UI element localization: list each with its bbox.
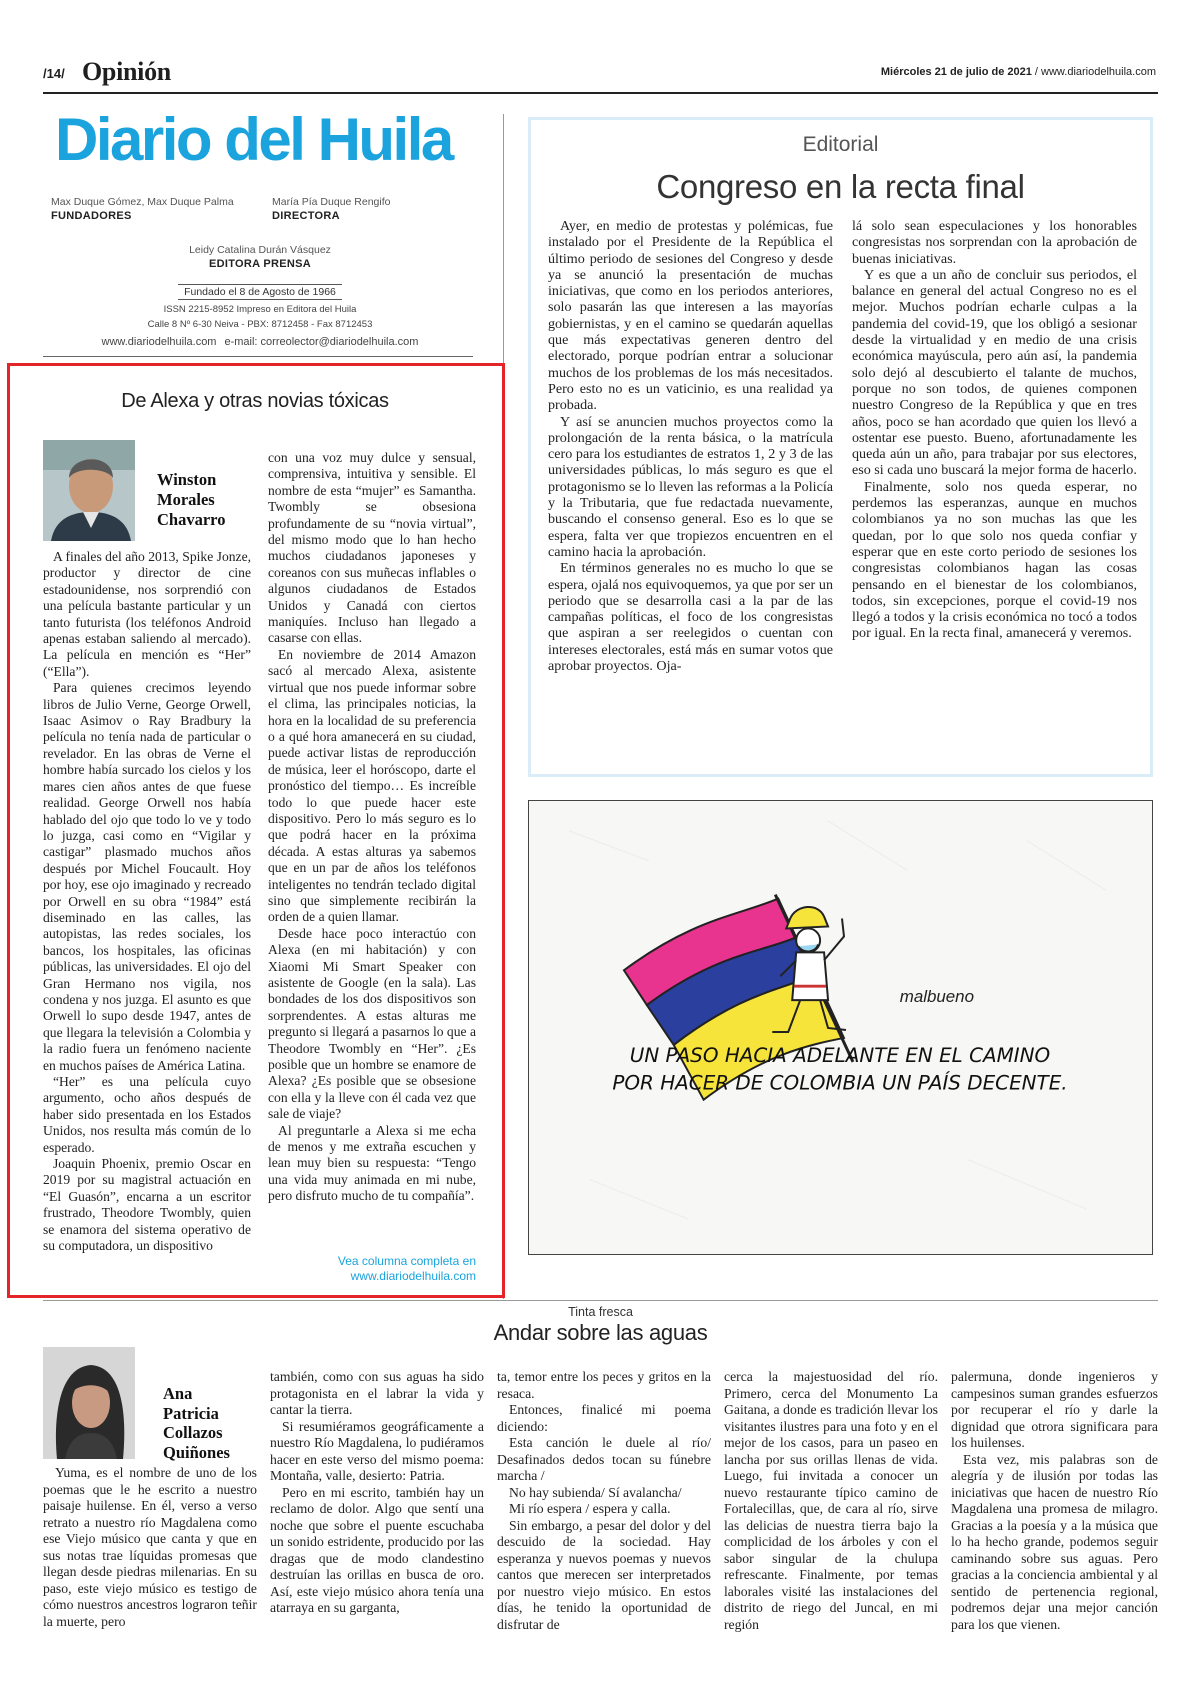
opinion-column-2 <box>268 450 476 1205</box>
paragraph: Sin embargo, a pesar del dolor y del descuido de la sociedad. Hay esperanza y nuevos poemas y nuevos cantos que merecen ser interpretados por nuestro viejo músico. En estos días, he tenido la oportunidad de disfrutar de <box>497 1517 711 1632</box>
email-link[interactable]: e-mail: correolector@diariodelhuila.com <box>224 336 419 348</box>
tinta-column-3 <box>497 1369 711 1633</box>
paragraph: Finalmente, solo nos queda esperar, no perdemos las esperanzas, aunque en muchos colombianos ya no son muchas las que les quedan, por lo que solo nos queda confiar y esperar que en este corto periodo de sesiones los congresistas colombianos hagan las cosas pensando en el bienestar de los colombianos, todos, sin excepciones, porque el covid-19 nos llegó a todos y la crisis económica no tocó a todos por igual. En la recta final, amanecerá y veremos. <box>852 478 1137 642</box>
author-first-name: Ana <box>163 1384 193 1403</box>
paragraph: ta, temor entre los peces y gritos en la resaca. <box>497 1369 711 1401</box>
author-name <box>163 1384 230 1462</box>
editor-label: EDITORA PRENSA <box>209 258 311 270</box>
founders-block <box>51 196 234 222</box>
paragraph: Ayer, en medio de protestas y polémicas, fue instalado por el Presidente de la República el último periodo de sesiones del Congreso y desde ya se anunció la presentación de muchas iniciativas, que como en los periodos anteriores, solo pasarán las que interesen a las mayorías gobiernistas, y en el camino se quedarán aquellas que más expectativas generen dentro del electorado, porque podrían entrar a solucionar muchos de los problemas de los más necesitados. Pero esto no es un vaticinio, es una realidad ya probada. <box>548 218 833 414</box>
read-more-link[interactable] <box>268 1254 476 1284</box>
paragraph: A finales del año 2013, Spike Jonze, productor y director de cine estadounidense, nos sorprendió con una película bastante particular y un tanto futurista (los teléfonos Android apenas estaban saliendo al mercado). La película en mención es “Her” (“Ella”). <box>43 549 251 679</box>
paragraph: Yuma, es el nombre de uno de los poemas que le he escrito a nuestro paisaje huilense. En él, verso a verso retrato a nuestro río Magdalena como ese Viejo músico que canta y que en sus notas trae líquidas promesas que llegan desde piedras milenarias. En su paso, este viejo músico es testigo de cómo nuestros ancestros lograron teñir la muerte, pero <box>43 1465 257 1629</box>
newspaper-logo: Diario del Huila <box>55 106 452 173</box>
author-surname-2: Quiñones <box>163 1442 230 1462</box>
issn-block <box>50 302 470 332</box>
author-surname-1: Morales <box>157 490 215 509</box>
paragraph: también, como con sus aguas ha sido protagonista en el labrar la vida y cantar la tierra. <box>270 1369 484 1417</box>
editorial-title: Congreso en la recta final <box>656 168 1025 205</box>
paragraph: Pero en mi escrito, también hay un reclamo de dolor. Algo que sentí una noche que sobre el puente escuchaba un sonido estridente, producido por las dragas que de modo clandestino destruían las orillas en busca de oro. Así, este viejo músico ahora tenía una atarraya en su garganta, <box>270 1484 484 1615</box>
editor-name: Leidy Catalina Durán Vásquez <box>189 244 331 256</box>
tinta-column-4 <box>724 1369 938 1633</box>
section-title: Opinión <box>82 57 171 86</box>
paragraph: cerca la majestuosidad del río. Primero, cerca del Monumento La Gaitana, a donde es tradición llevar los visitantes ilustres para una foto y en el mejor de los casos, para un paseo en lancha por sus orillas llenas de vida. Luego, fui invitada a conocer un nuevo restaurante típico camino de Fortalecillas, que, de cara al río, sirve las delicias de nuestra tierra bajo la complicidad de los árboles y con el sabor singular de la chulupa refrescante. Finalmente, por temas laborales visité las instalaciones del distrito de riego del Juncal, en mi región <box>724 1369 938 1632</box>
director-label: DIRECTORA <box>272 210 340 222</box>
read-more-url[interactable]: www.diariodelhuila.com <box>350 1269 476 1283</box>
paragraph: con una voz muy dulce y sensual, comprensiva, intuitiva y sensible. El nombre de esta “mujer” es Samantha. Twombly se obsesiona profundamente de su “novia virtual”, del mismo modo que lo han hecho muchos ciudadanos japoneses y coreanos con sus muñecas inflables o algunos ciudadanos de Estados Unidos y Canadá con ciertos maniquíes. Incluso han llegado a casarse con ellas. <box>268 450 476 646</box>
read-more-text: Vea columna completa en <box>337 1254 476 1268</box>
bottom-rule <box>43 1300 1158 1301</box>
tinta-title: Andar sobre las aguas <box>493 1320 708 1345</box>
date: Miércoles 21 de julio de 2021 <box>880 66 1032 78</box>
cartoon-signature: malbueno <box>899 987 975 1007</box>
paragraph: Mi río espera / espera y calla. <box>509 1501 671 1516</box>
director-block <box>272 196 390 222</box>
dateline <box>881 66 1156 78</box>
paragraph: Si resumiéramos geográficamente a nuestro Río Magdalena, lo pudiéramos hacer en este verso del mismo poema: Montaña, valle, desierto: Patria. <box>270 1418 484 1483</box>
cartoon-caption-1: UN PASO HACIA ADELANTE EN EL CAMINO <box>629 1043 1051 1067</box>
founders-names: Max Duque Gómez, Max Duque Palma <box>51 196 234 208</box>
editorial-column-2 <box>852 218 1137 642</box>
founders-label: FUNDADORES <box>51 210 132 222</box>
opinion-column-1 <box>43 549 251 1254</box>
paragraph: “Her” es una película cuyo argumento, ocho años después de haber sido presentada en los Estados Unidos, nos resulta más común de lo esperado. <box>43 1074 251 1155</box>
portrait-man-photo <box>43 440 135 541</box>
contact-links <box>50 336 470 348</box>
page-number: /14/ <box>43 66 65 81</box>
issn-text: ISSN 2215-8952 Impreso en Editora del Huila <box>163 304 357 315</box>
paragraph: Entonces, finalicé mi poema diciendo: <box>497 1402 711 1434</box>
site-link[interactable]: / www.diariodelhuila.com <box>1031 66 1156 78</box>
founded-text: Fundado el 8 de Agosto de 1966 <box>178 284 342 300</box>
paragraph: palermuna, donde ingenieros y campesinos suman grandes esfuerzos por recuperar el río y darle la dignidad que otrora significara para los huilenses. <box>951 1369 1158 1450</box>
top-rule <box>43 92 1158 94</box>
address-text: Calle 8 Nº 6-30 Neiva - PBX: 8712458 - Fax 8712453 <box>147 319 373 330</box>
author-second-name: Patricia <box>163 1403 219 1423</box>
paragraph: En términos generales no es mucho lo que se espera, ojalá nos equivoquemos, ya que por ser un periodo que se desarrolla casi a la par de las campañas políticas, el foco de los congresistas que aspiran a ser reelegidos o cuentan con intereses electorales, está más en sumar votos que aprobar proyectos. Oja- <box>548 560 833 675</box>
portrait-woman-photo <box>43 1347 135 1459</box>
paragraph: lá solo sean especulaciones y los honorables congresistas nos sorprendan con la aprobación de buenas iniciativas. <box>852 218 1137 267</box>
author-name <box>157 470 225 530</box>
paragraph: Al preguntarle a Alexa si me echa de menos y me extraña escuchen y lean muy bien su respuesta: “Tengo una vida muy animada en mi nube, pero disfruto mucho de tu compañía”. <box>268 1122 476 1204</box>
tinta-column-5 <box>951 1369 1158 1633</box>
paragraph: Y así se anuncien muchos proyectos como la prolongación de la renta básica, o la matrícula cero para los estudiantes de estratos 1, 2 y 3 de las universidades públicas, lo más seguro es que el protagonismo se lo lleven las reformas a la Policía y la Tributaria, que fue redactada nuevamente, buscando el consenso general. Eso es lo que se espera, falta ver que tropiezos encuentren en el camino hacia la aprobación. <box>548 413 833 560</box>
tinta-kicker: Tinta fresca <box>568 1305 633 1319</box>
cartoon-drawing <box>529 801 1152 1254</box>
paragraph: Esta canción le duele al río/ Desafinados dedos tocan su fúnebre marcha / <box>497 1435 711 1483</box>
cartoon-caption-2: POR HACER DE COLOMBIA UN PAÍS DECENTE. <box>612 1071 1068 1095</box>
paragraph: En noviembre de 2014 Amazon sacó al mercado Alexa, asistente virtual que nos puede informar sobre el clima, las principales noticias, la hora en la localidad de su preferencia o a qué hora amanecerá en su ciudad, puede activar listas de reproducción de música, leer el horóscopo, darte el pronóstico del tiempo… Es increíble todo lo que puede hacer este dispositivo. Pero lo más seguro es lo que podrá hacer en la próxima década. A estas alturas ya sabemos que en un par de años los teléfonos inteligentes no tendrán teclado digital sino que simplemente recibirán la orden de a quien llamar. <box>268 646 476 925</box>
editor-block <box>50 244 470 270</box>
founded-line <box>50 284 470 300</box>
paragraph: Desde hace poco interactúo con Alexa (en mi habitación) y con Xiaomi Mi Smart Speaker con asistente de Google (en la sala). Las bondades de los dos dispositivos son sorprendentes. A estas alturas me pregunto si llegará a pasarnos lo que a Theodore Twombly en “Her”. ¿Es posible que un hombre se enamore de Alexa? ¿Es posible que se obsesione con ella y la lleve con él cada vez que sale de viaje? <box>268 925 476 1122</box>
author-surname-1: Collazos <box>163 1423 223 1442</box>
opinion-title: De Alexa y otras novias tóxicas <box>121 390 389 412</box>
masthead-rule <box>43 356 473 357</box>
editorial-column-1 <box>548 218 833 674</box>
editorial-kicker: Editorial <box>802 133 879 156</box>
author-first-name: Winston <box>157 470 217 489</box>
paragraph: Esta vez, mis palabras son de alegría y de ilusión por todas las iniciativas que hacen de nuestro Río Magdalena una promesa de milagro. Gracias a la poesía y a la música que lo ha hecho grande, podemos seguir caminando sobre sus aguas. Pero gracias a la conciencia ambiental y al sentido de pertenencia regional, podremos dejar una mejor canción para los que vienen. <box>951 1451 1158 1632</box>
paragraph: Para quienes crecimos leyendo libros de Julio Verne, George Orwell, Isaac Asimov o Ray Bradbury la película no tenía nada de particular o revelador. En las obras de Verne el hombre había surcado los cielos y los mares cien años antes de que fuese realidad. George Orwell nos había hablado del ojo que todo lo ve y todo lo juzga, casi como en “Vigilar y castigar” plasmado muchos años después por Michel Foucault. Hoy por hoy, ese ojo imaginado y recreado por Orwell en su obra “1984” está diseminado en las calles, las autopistas, las redes sociales, los bancos, los hospitales, las oficinas públicas, las universidades. El ojo del Gran Hermano nos vigila, nos condena y nos juzga. El asunto es que Orwell lo supo desde 1947, antes de que llegara la televisión a Colombia y la radio fuera un fenómeno naciente en muchos países de América Latina. <box>43 680 251 1073</box>
website-link[interactable]: www.diariodelhuila.com <box>101 336 217 348</box>
paragraph: Y es que a un año de concluir sus periodos, el balance en general del actual Congreso no es el mejor. Muchos podrían echarle culpas a la pandemia del covid-19, que los obligó a sesionar desde la virtualidad y en medio de una crisis económica mayúscula, pero aún así, la pandemia solo dejó al descubierto el talante de muchos, porque no son todos, de quienes componen nuestro Congreso de la República y que en tres años, poco se han acordado que quien los llevó a ostentar ese puesto. Bueno, afortunadamente les queda aún un año, para trabajar por sus electores, eso si cada uno buscará la mejor forma de hacerlo. <box>852 266 1137 479</box>
author-surname-2: Chavarro <box>157 510 226 529</box>
paragraph: No hay subienda/ Sí avalancha/ <box>509 1484 682 1500</box>
tinta-column-2 <box>270 1369 484 1617</box>
tinta-column-1 <box>43 1465 257 1630</box>
paragraph: Joaquin Phoenix, premio Oscar en 2019 por su magistral actuación en “El Guasón”, encarna a un escritor frustrado, Theodore Twombly, quien se enamora del sistema operativo de su computadora, un dispositivo <box>43 1156 251 1254</box>
editorial-cartoon <box>528 800 1153 1255</box>
director-name: María Pía Duque Rengifo <box>272 196 391 208</box>
